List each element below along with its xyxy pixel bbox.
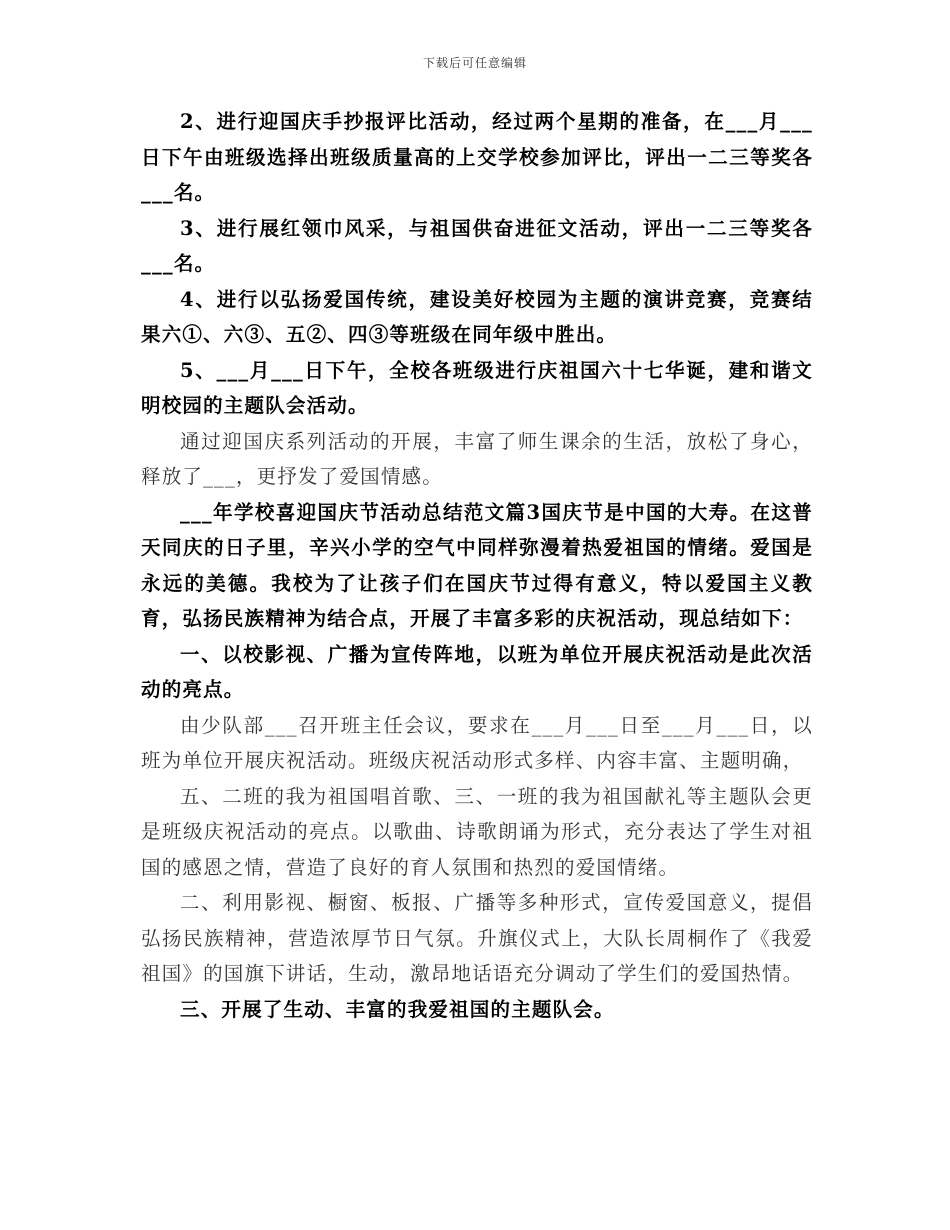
document-body [141,104,813,1027]
paragraph-summary: 通过迎国庆系列活动的开展，丰富了师生课余的生活，放松了身心，释放了___，更抒发了爱国情感。 [141,429,813,488]
paragraph-section-1-highlight: 五、二班的我为祖国唱首歌、三、一班的我为祖国献礼等主题队会更是班级庆祝活动的亮点。以歌曲、诗歌朗诵为形式，充分表达了学生对祖国的感恩之情，营造了良好的育人氛围和热烈的爱国情绪。 [141,784,813,879]
paragraph-item-3: 3、进行展红领巾风采，与祖国供奋进征文活动，评出一二三等奖各___名。 [141,216,813,275]
paragraph-section-2: 二、利用影视、橱窗、板报、广播等多种形式，宣传爱国意义，提倡弘扬民族精神，营造浓厚节日气氛。升旗仪式上，大队长周桐作了《我爱祖国》的国旗下讲话，生动，激昂地话语充分调动了学生们的爱国热情。 [141,891,813,985]
paragraph-item-5: 5、___月___日下午，全校各班级进行庆祖国六十七华诞，建和谐文明校园的主题队会活动。 [141,358,813,417]
paragraph-item-4: 4、进行以弘扬爱国传统，建设美好校园为主题的演讲竞赛，竞赛结果六①、六③、五②、四③等班级在同年级中胜出。 [141,287,813,346]
paragraph-article-3-intro: ___年学校喜迎国庆节活动总结范文篇3国庆节是中国的大寿。在这普天同庆的日子里，辛兴小学的空气中同样弥漫着热爱祖国的情绪。爱国是永远的美德。我校为了让孩子们在国庆节过得有意义，特以爱国主义教育，弘扬民族精神为结合点，开展了丰富多彩的庆祝活动，现总结如下： [141,500,813,630]
section-heading-3: 三、开展了生动、丰富的我爱祖国的主题队会。 [180,997,615,1021]
section-heading-1: 一、以校影视、广播为宣传阵地，以班为单位开展庆祝活动是此次活动的亮点。 [141,642,813,701]
paragraph-item-2: 2、进行迎国庆手抄报评比活动，经过两个星期的准备，在___月___日下午由班级选择出班级质量高的上交学校参加评比，评出一二三等奖各___名。 [141,110,813,204]
paragraph-section-1-detail: 由少队部___召开班主任会议，要求在___月___日至___月___日，以班为单位开展庆祝活动。班级庆祝活动形式多样、内容丰富、主题明确， [141,713,813,772]
header-note: 下载后可任意编辑 [422,56,527,70]
